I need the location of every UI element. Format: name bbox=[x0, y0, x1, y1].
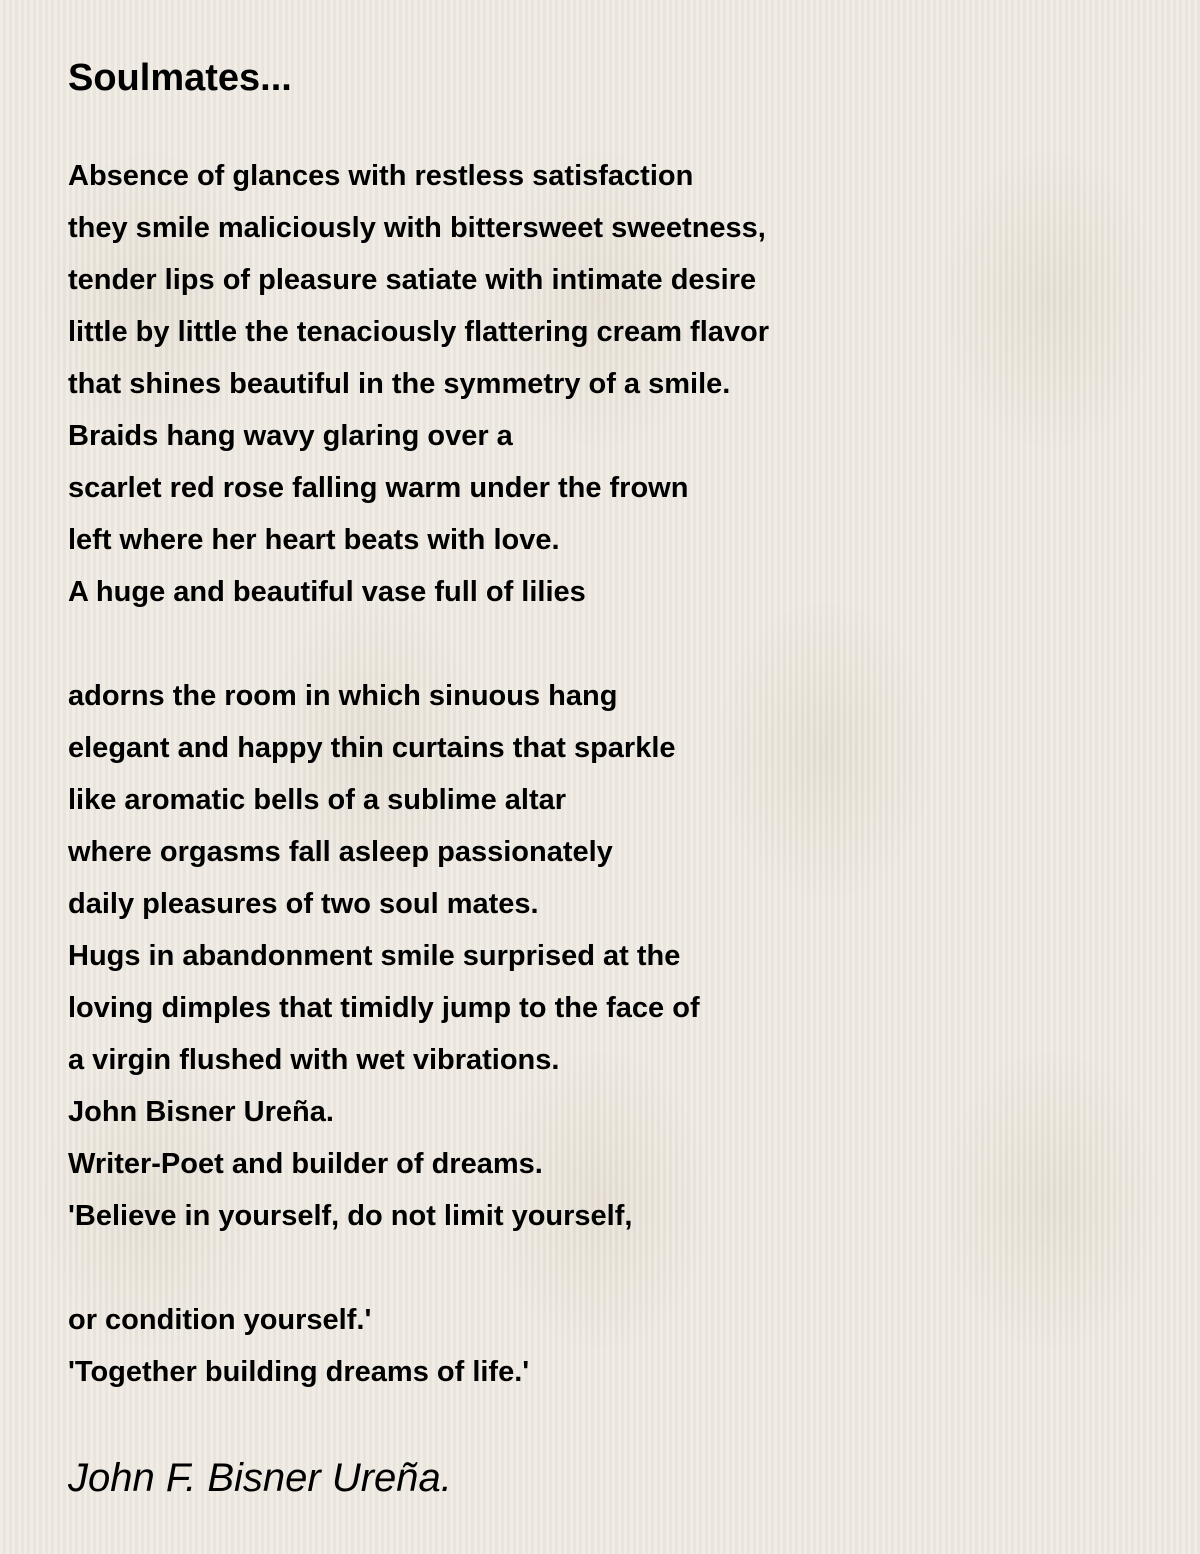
poem-line: daily pleasures of two soul mates. bbox=[68, 888, 539, 920]
poem-line: little by little the tenaciously flattering cream flavor bbox=[68, 316, 770, 348]
poem-title: Soulmates... bbox=[68, 57, 292, 99]
poem-line: where orgasms fall asleep passionately bbox=[68, 836, 613, 868]
poem-line: or condition yourself.' bbox=[68, 1304, 372, 1336]
poem-line: scarlet red rose falling warm under the frown bbox=[68, 472, 689, 504]
author-name: John F. Bisner Ureña. bbox=[68, 1456, 452, 1500]
poem-line: they smile maliciously with bittersweet sweetness, bbox=[68, 212, 766, 244]
poem-line: elegant and happy thin curtains that sparkle bbox=[68, 732, 676, 764]
poem-line: 'Believe in yourself, do not limit yourself, bbox=[68, 1200, 633, 1232]
poem-line: like aromatic bells of a sublime altar bbox=[68, 784, 567, 816]
poem-line: Hugs in abandonment smile surprised at the bbox=[68, 940, 681, 972]
stanza-break bbox=[68, 618, 1148, 670]
poem-line: tender lips of pleasure satiate with intimate desire bbox=[68, 264, 757, 296]
poem-line: A huge and beautiful vase full of lilies bbox=[68, 576, 586, 608]
poem-line: Braids hang wavy glaring over a bbox=[68, 420, 513, 452]
poem-body bbox=[68, 150, 1148, 1398]
poem-line: left where her heart beats with love. bbox=[68, 524, 560, 556]
poem-line: a virgin flushed with wet vibrations. bbox=[68, 1044, 560, 1076]
poem-line: adorns the room in which sinuous hang bbox=[68, 680, 618, 712]
poem-line: 'Together building dreams of life.' bbox=[68, 1356, 530, 1388]
poem-line: John Bisner Ureña. bbox=[68, 1096, 334, 1128]
poem-line: Absence of glances with restless satisfaction bbox=[68, 160, 694, 192]
stanza-break bbox=[68, 1242, 1148, 1294]
poem-line: Writer-Poet and builder of dreams. bbox=[68, 1148, 543, 1180]
poem-line: loving dimples that timidly jump to the face of bbox=[68, 992, 700, 1024]
poem-line: that shines beautiful in the symmetry of a smile. bbox=[68, 368, 731, 400]
